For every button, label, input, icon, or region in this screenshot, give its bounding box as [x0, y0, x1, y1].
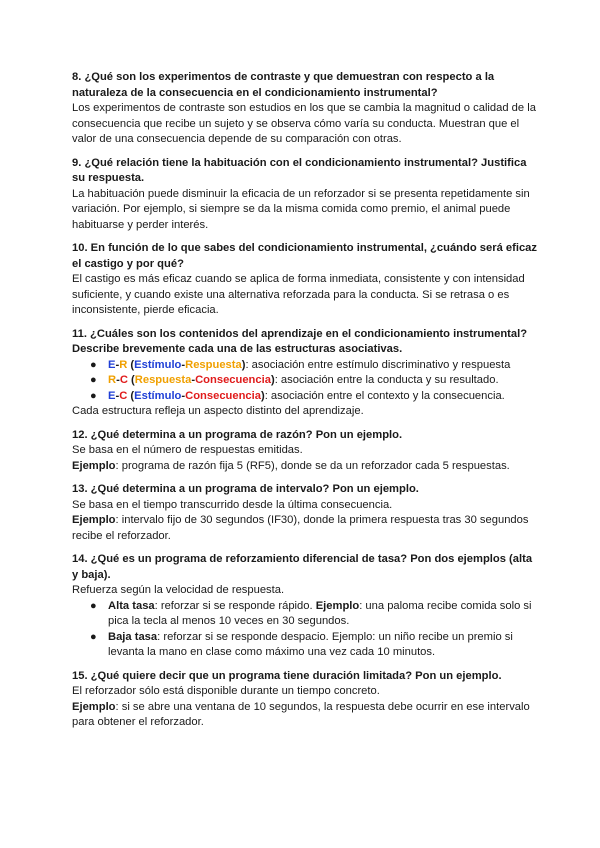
- question-title: 11. ¿Cuáles son los contenidos del aprendizaje en el condicionamiento instrumental? Describe brevemente cada una de las estructuras asociativas.: [72, 327, 528, 355]
- question-title: 13. ¿Qué determina a un programa de intervalo? Pon un ejemplo.: [72, 483, 419, 495]
- example-label: Ejemplo: [72, 514, 116, 526]
- example-body: : si se abre una ventana de 10 segundos, la respuesta debe ocurrir en ese intervalo para obtener el reforzador.: [72, 700, 530, 728]
- item-label: Alta tasa: [108, 599, 155, 612]
- question-9: [72, 156, 538, 234]
- letter-c: C: [119, 374, 128, 386]
- question-title: 10. En función de lo que sabes del condicionamiento instrumental, ¿cuándo será eficaz el castigo y por qué?: [72, 242, 538, 270]
- list-item: [90, 630, 538, 661]
- answer-text: Los experimentos de contraste son estudios en los que se cambia la magnitud o calidad de la consecuencia que recibe un sujeto y se observa cómo varía su conducta. Muestran que el valor de una consecuencia depende de su comparación con otras.: [72, 102, 536, 145]
- example-text: [72, 459, 538, 475]
- answer-text: La habituación puede disminuir la eficacia de un reforzador si se presenta repetidamente sin variación. Por ejemplo, si siempre se da la misma comida como premio, el animal puede habituarse y perder interés.: [72, 187, 530, 231]
- answer-text: Refuerza según la velocidad de respuesta.: [72, 584, 285, 596]
- item-text: : reforzar si se responde despacio.: [157, 630, 332, 643]
- bullet-icon: ●: [90, 630, 97, 643]
- question-14: [72, 552, 538, 661]
- word-consecuencia: Consecuencia: [185, 389, 261, 402]
- item-description: : asociación entre el contexto y la consecuencia.: [264, 389, 505, 402]
- word-respuesta: Respuesta: [134, 374, 192, 386]
- bullet-icon: ●: [90, 358, 97, 371]
- answer-text: El reforzador sólo está disponible durante un tiempo concreto.: [72, 685, 380, 697]
- letter-e: E: [108, 358, 116, 371]
- example-text: [72, 513, 538, 544]
- bullet-icon: ●: [90, 389, 97, 402]
- answer-text: El castigo es más eficaz cuando se aplica de forma inmediata, consistente y con intensidad suficiente, y cuando existe una alternativa reforzada para la conducta. Si se retrasa o es inconsistente, pierde eficacia.: [72, 273, 525, 316]
- bullet-icon: ●: [90, 374, 97, 386]
- list-item: ● E-R (Estímulo-Respuesta): asociación entre estímulo discriminativo y respuesta: [108, 358, 538, 374]
- question-8: [72, 70, 538, 148]
- question-12: [72, 428, 538, 475]
- word-estimulo: Estímulo: [134, 389, 182, 402]
- word-consecuencia: Consecuencia: [195, 374, 271, 386]
- question-13: [72, 482, 538, 544]
- letter-r: R: [119, 358, 128, 371]
- example-label: Ejemplo: [315, 599, 360, 612]
- letter-r: R: [108, 374, 117, 386]
- letter-e: E: [108, 389, 116, 402]
- answer-text: Se basa en el número de respuestas emitidas.: [72, 444, 303, 456]
- word-estimulo: Estímulo: [134, 358, 182, 371]
- example-body: : intervalo fijo de 30 segundos (IF30), donde la primera respuesta tras 30 segundos recibe el reforzador.: [72, 514, 529, 542]
- associative-structures-list: [72, 358, 538, 405]
- question-15: [72, 669, 538, 731]
- example-body: : programa de razón fija 5 (RF5), donde se da un reforzador cada 5 respuestas.: [115, 459, 510, 472]
- example-text: [72, 700, 538, 731]
- question-10: [72, 241, 538, 319]
- question-11: [72, 327, 538, 420]
- question-title: 8. ¿Qué son los experimentos de contraste y que demuestran con respecto a la naturaleza de la consecuencia en el condicionamiento instrumental?: [72, 71, 495, 99]
- letter-c: C: [119, 389, 128, 402]
- question-title: 9. ¿Qué relación tiene la habituación con el condicionamiento instrumental? Justifica su respuesta.: [72, 156, 527, 184]
- item-description: : asociación entre la conducta y su resultado.: [274, 374, 499, 386]
- word-respuesta: Respuesta: [185, 358, 242, 371]
- answer-text: Se basa en el tiempo transcurrido desde la última consecuencia.: [72, 498, 393, 511]
- bullet-icon: ●: [90, 599, 97, 612]
- list-item: [90, 599, 538, 630]
- question-title: 14. ¿Qué es un programa de reforzamiento diferencial de tasa? Pon dos ejemplos (alta y baja).: [72, 553, 533, 581]
- example-label: Ejemplo: [72, 459, 116, 472]
- closing-text: Cada estructura refleja un aspecto distinto del aprendizaje.: [72, 405, 364, 417]
- rate-examples-list: [72, 599, 538, 661]
- item-text: : reforzar si se responde rápido.: [154, 599, 316, 612]
- item-description: : asociación entre estímulo discriminativo y respuesta: [245, 358, 511, 371]
- example-body: Ejemplo: un niño recibe un premio si levanta la mano en clase como máximo una vez cada 10 minutos.: [108, 630, 513, 658]
- question-title: 15. ¿Qué quiere decir que un programa tiene duración limitada? Pon un ejemplo.: [72, 669, 502, 682]
- example-body: : una paloma recibe comida solo si pica la tecla al menos 10 veces en 30 segundos.: [108, 599, 532, 627]
- question-title: 12. ¿Qué determina a un programa de razón? Pon un ejemplo.: [72, 428, 403, 441]
- example-label: Ejemplo: [72, 700, 116, 713]
- list-item: ● R-C (Respuesta-Consecuencia): asociación entre la conducta y su resultado.: [108, 373, 538, 389]
- list-item: ● E-C (Estímulo-Consecuencia): asociación entre el contexto y la consecuencia.: [108, 389, 538, 405]
- item-label: Baja tasa: [108, 630, 158, 643]
